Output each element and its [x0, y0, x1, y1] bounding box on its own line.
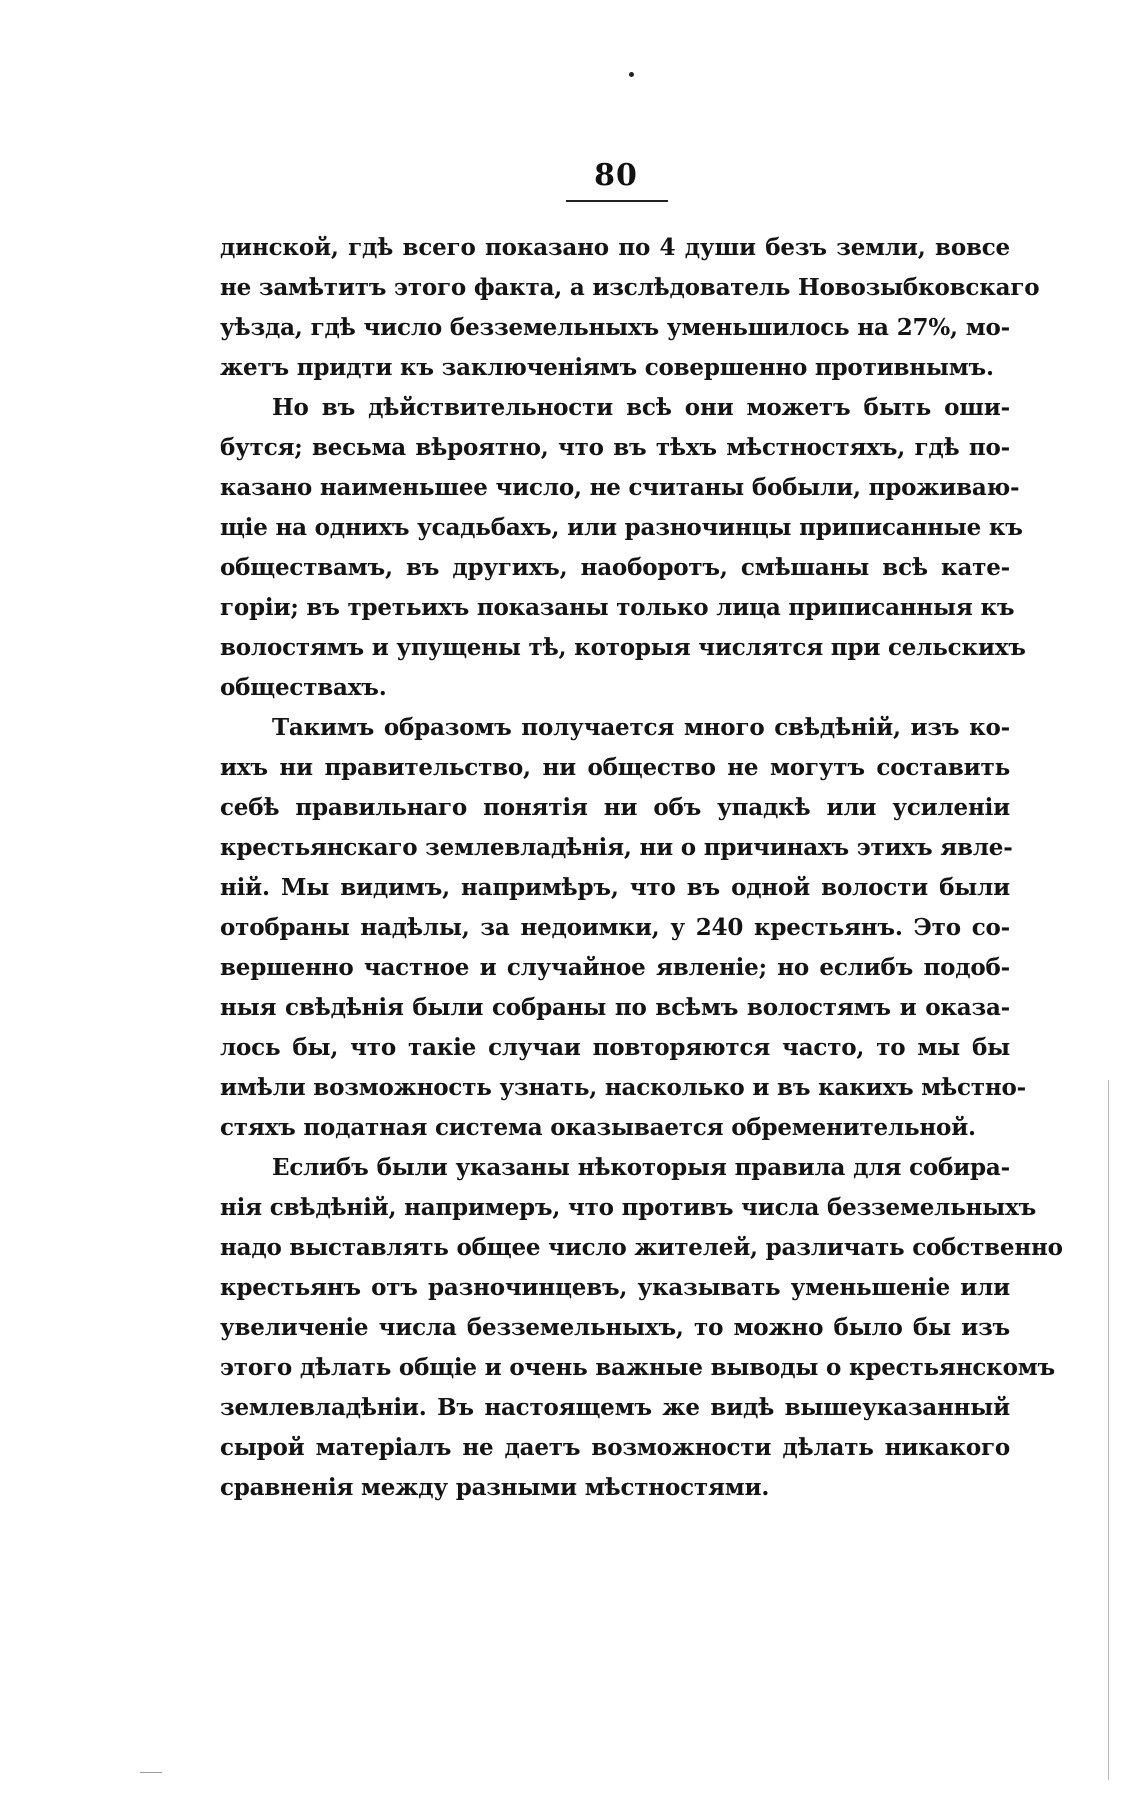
paragraph: [220, 708, 1026, 1148]
text-line: не замѣтитъ этого факта, а изслѣдователь Новозыбковскаго: [220, 274, 1040, 301]
text-line: сравненія между разными мѣстностями.: [220, 1474, 770, 1501]
text-line: увеличеніе числа безземельныхъ, то можно было бы изъ: [220, 1314, 1010, 1341]
text-line: ныя свѣдѣнія были собраны по всѣмъ волостямъ и оказа-: [220, 994, 1010, 1021]
text-line: ихъ ни правительство, ни общество не могутъ составить: [220, 754, 1010, 781]
text-line: крестьянскаго землевладѣнія, ни о причинахъ этихъ явле-: [220, 834, 1013, 861]
text-line: вершенно частное и случайное явленіе; но еслибъ подоб-: [220, 954, 1010, 981]
text-line: Еслибъ были указаны нѣкоторыя правила для собира-: [272, 1154, 1010, 1181]
body-text: [220, 228, 1063, 1508]
text-line: лось бы, что такіе случаи повторяются часто, то мы бы: [220, 1034, 1010, 1061]
text-line: стяхъ податная система оказывается обременительной.: [220, 1114, 976, 1141]
text-line: щіе на однихъ усадьбахъ, или разночинцы приписанные къ: [220, 514, 1023, 541]
paragraph: [220, 1148, 1063, 1508]
text-line: нія свѣдѣній, напримеръ, что противъ числа безземельныхъ: [220, 1194, 1037, 1221]
text-line: ній. Мы видимъ, напримѣръ, что въ одной волости были: [220, 874, 1010, 901]
text-line: обществахъ.: [220, 674, 387, 701]
page-number: 80: [594, 158, 638, 193]
text-line: казано наименьшее число, не считаны бобыли, проживаю-: [220, 474, 1020, 501]
paragraph: [220, 228, 1040, 388]
text-line: надо выставлять общее число жителей, различать собственно: [220, 1234, 1063, 1261]
page-number-rule: [566, 200, 668, 202]
text-line: землевладѣніи. Въ настоящемъ же видѣ вышеуказанный: [220, 1394, 1010, 1421]
text-line: жетъ придти къ заключеніямъ совершенно противнымъ.: [220, 354, 994, 381]
text-line: Такимъ образомъ получается много свѣдѣній, изъ ко-: [272, 714, 1010, 741]
text-line: горіи; въ третьихъ показаны только лица приписанныя къ: [220, 594, 1015, 621]
text-line: себѣ правильнаго понятія ни объ упадкѣ или усиленіи: [220, 794, 1010, 821]
text-line: бутся; весьма вѣроятно, что въ тѣхъ мѣстностяхъ, гдѣ по-: [220, 434, 1010, 461]
text-line: имѣли возможность узнать, насколько и въ какихъ мѣстно-: [220, 1074, 1026, 1101]
text-line: уѣзда, гдѣ число безземельныхъ уменьшилось на 27%, мо-: [220, 314, 1010, 341]
text-line: динской, гдѣ всего показано по 4 души безъ земли, вовсе: [220, 234, 1010, 261]
text-line: отобраны надѣлы, за недоимки, у 240 крестьянъ. Это со-: [220, 914, 1010, 941]
paragraph: [220, 388, 1026, 708]
text-line: волостямъ и упущены тѣ, которыя числятся при сельскихъ: [220, 634, 1026, 661]
text-line: сырой матеріалъ не даетъ возможности дѣлать никакого: [220, 1434, 1010, 1461]
text-line: обществамъ, въ другихъ, наоборотъ, смѣшаны всѣ кате-: [220, 554, 1010, 581]
text-line: этого дѣлать общіе и очень важные выводы о крестьянскомъ: [220, 1354, 1055, 1381]
scan-edge-mark: [140, 1772, 162, 1773]
text-line: крестьянъ отъ разночинцевъ, указывать уменьшеніе или: [220, 1274, 1010, 1301]
scan-edge-line: [1108, 1080, 1109, 1780]
scan-dot: [629, 72, 634, 77]
text-line: Но въ дѣйствительности всѣ они можетъ быть оши-: [272, 394, 1010, 421]
